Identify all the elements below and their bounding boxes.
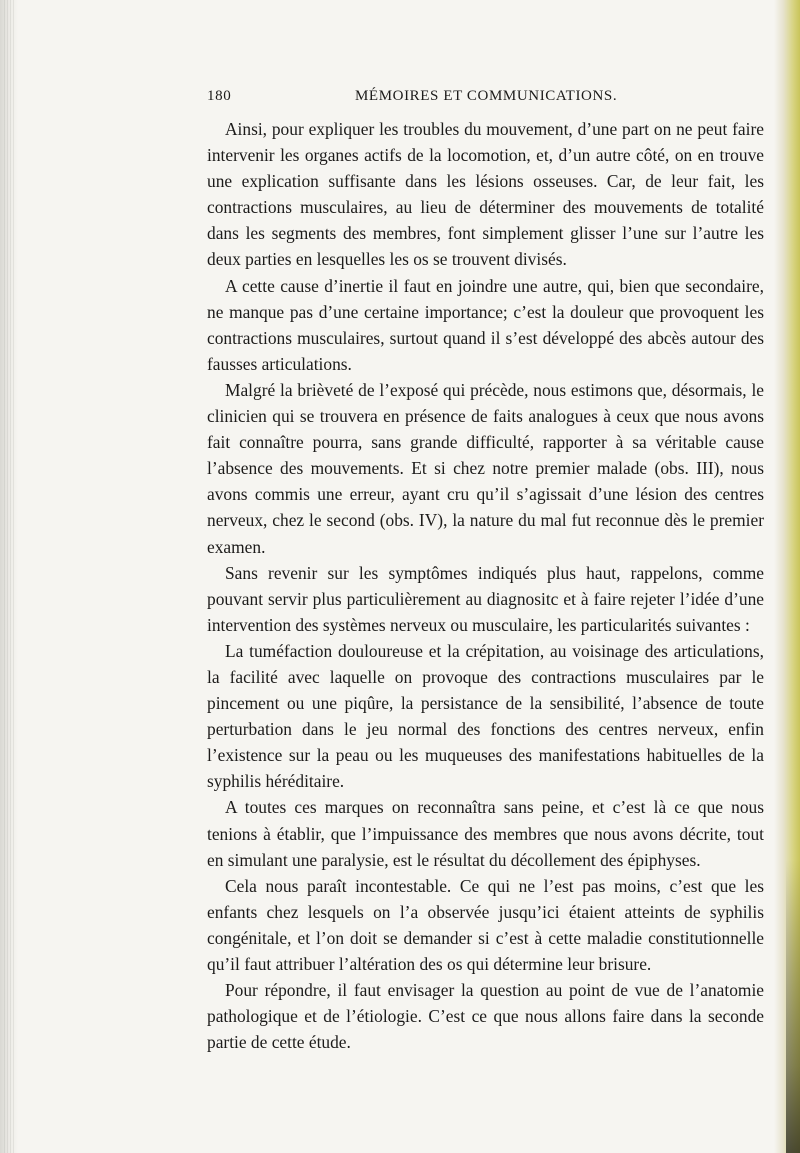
scan-binding-lines bbox=[4, 0, 14, 1153]
paragraph: Cela nous paraît incontestable. Ce qui ne l’est pas moins, c’est que les enfants chez lesquels on l’a observée jusqu’ici étaient atteints de syphilis congénitale, et l’on doit se demander si c’est à cette maladie constitutionnelle qu’il faut attribuer l’altération des os qui détermine leur brisure. bbox=[207, 875, 764, 974]
paragraph: Sans revenir sur les symptômes indiqués plus haut, rappelons, comme pouvant servir plus particulièrement au diagnositc et à faire rejeter l’idée d’une intervention des systèmes nerveux ou musculaire, les particularités suivantes : bbox=[207, 562, 764, 635]
scan-right-shadow bbox=[786, 860, 800, 1153]
body-text bbox=[207, 116, 764, 1055]
page-header bbox=[207, 88, 792, 112]
paragraph: A cette cause d’inertie il faut en joindre une autre, qui, bien que secondaire, ne manque pas d’une certaine importance; c’est la douleur que provoquent les contractions musculaires, surtout quand il s’est développé des abcès autour des fausses articulations. bbox=[207, 275, 764, 374]
paragraph: Ainsi, pour expliquer les troubles du mouvement, d’une part on ne peut faire intervenir les organes actifs de la locomotion, et, d’un autre côté, on en trouve une explication suffisante dans les lésions osseuses. Car, de leur fait, les contractions musculaires, au lieu de déterminer des mouvements de totalité dans les segments des membres, font simplement glisser l’une sur l’autre les deux parties en lesquelles les os se trouvent divisés. bbox=[207, 119, 764, 270]
paragraph: Pour répondre, il faut envisager la question au point de vue de l’anatomie pathologique et de l’étiologie. C’est ce que nous allons faire dans la seconde partie de cette étude. bbox=[207, 980, 764, 1053]
page-number: 180 bbox=[207, 88, 232, 104]
paragraph: Malgré la brièveté de l’exposé qui précède, nous estimons que, désormais, le clinicien qui se trouvera en présence de faits analogues à ceux que nous avons fait connaître pourra, sans grande difficulté, rapporter à sa véritable cause l’absence des mouvements. Et si chez notre premier malade (obs. III), nous avons commis une erreur, ayant cru qu’il s’agissait d’une lésion des centres nerveux, chez le second (obs. IV), la nature du mal fut reconnue dès le premier examen. bbox=[207, 379, 764, 557]
paragraph: A toutes ces marques on reconnaîtra sans peine, et c’est là ce que nous tenions à établir, que l’impuissance des membres que nous avons décrite, tout en simulant une paralysie, est le résultat du décollement des épiphyses. bbox=[207, 797, 764, 870]
running-title: MÉMOIRES ET COMMUNICATIONS. bbox=[355, 88, 618, 104]
paragraph: La tuméfaction douloureuse et la crépitation, au voisinage des articulations, la facilité avec laquelle on provoque des contractions musculaires par le pincement ou une piqûre, la persistance de la sensibilité, l’absence de toute perturbation dans le jeu normal des fonctions des centres nerveux, enfin l’existence sur la peau ou les muqueuses des manifestations habituelles de la syphilis héréditaire. bbox=[207, 640, 764, 792]
